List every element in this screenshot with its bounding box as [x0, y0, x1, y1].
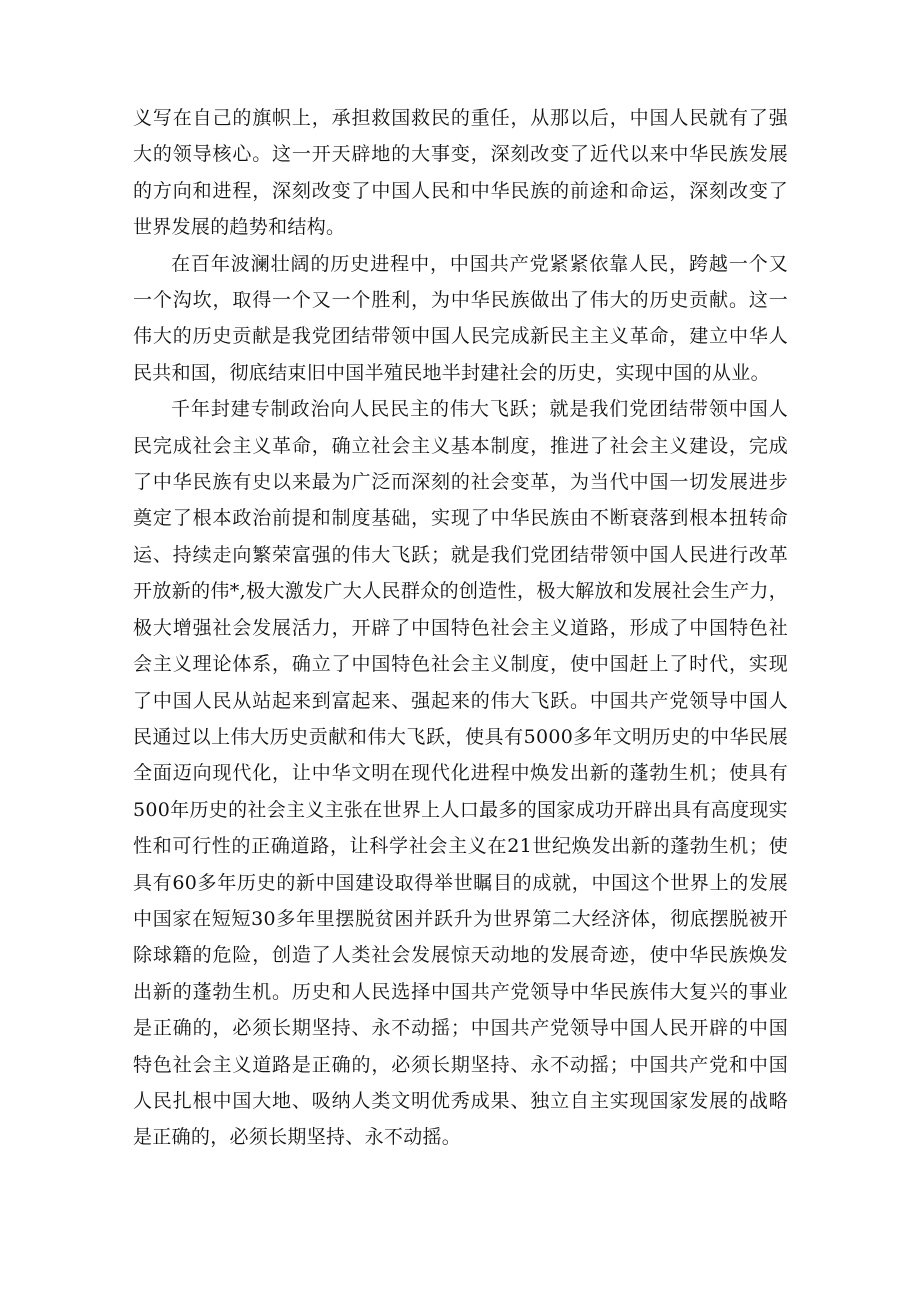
paragraph-1: 义写在自己的旗帜上，承担救国救民的重任，从那以后，中国人民就有了强大的领导核心。这一开天辟地的大事变，深刻改变了近代以来中华民族发展的方向和进程，深刻改变了中国人民和中华民族的前途和命运，深刻改变了世界发展的趋势和结构。 — [133, 107, 788, 239]
paragraph-2: 在百年波澜壮阔的历史进程中，中国共产党紧紧依靠人民，跨越一个又一个沟坎，取得一个又一个胜利，为中华民族做出了伟大的历史贡献。这一伟大的历史贡献是我党团结带领中国人民完成新民主主义革命，建立中华人民共和国，彻底结束旧中国半殖民地半封建社会的历史，实现中国的从业。 — [133, 252, 788, 384]
paragraph-3: 千年封建专制政治向人民民主的伟大飞跃；就是我们党团结带领中国人民完成社会主义革命，确立社会主义基本制度，推进了社会主义建设，完成了中华民族有史以来最为广泛而深刻的社会变革，为当代中国一切发展进步奠定了根本政治前提和制度基础，实现了中华民族由不断衰落到根本扭转命运、持续走向繁荣富强的伟大飞跃；就是我们党团结带领中国人民进行改革开放新的伟*,极大激发广大人民群众的创造性，极大解放和发展社会生产力，极大增强社会发展活力，开辟了中国特色社会主义道路，形成了中国特色社会主义理论体系，确立了中国特色社会主义制度，使中国赶上了时代，实现了中国人民从站起来到富起来、强起来的伟大飞跃。中国共产党领导中国人民通过以上伟大历史贡献和伟大飞跃，使具有5000多年文明历史的中华民展全面迈向现代化，让中华文明在现代化进程中焕发出新的蓬勃生机；使具有500年历史的社会主义主张在世界上人口最多的国家成功开辟出具有高度现实性和可行性的正确道路，让科学社会主义在21世纪焕发出新的蓬勃生机；使具有60多年历史的新中国建设取得举世瞩目的成就，中国这个世界上的发展中国家在短短30多年里摆脱贫困并跃升为世界第二大经济体，彻底摆脱被开除球籍的危险，创造了人类社会发展惊天动地的发展奇迹，使中华民族焕发出新的蓬勃生机。历史和人民选择中国共产党领导中华民族伟大复兴的事业是正确的，必须长期坚持、永不动摇；中国共产党领导中国人民开辟的中国特色社会主义道路是正确的，必须长期坚持、永不动摇；中国共产党和中国人民扎根中国大地、吸纳人类文明优秀成果、独立自主实现国家发展的战略是正确的，必须长期坚持、永不动摇。 — [133, 398, 788, 1149]
document-body — [133, 100, 788, 1156]
